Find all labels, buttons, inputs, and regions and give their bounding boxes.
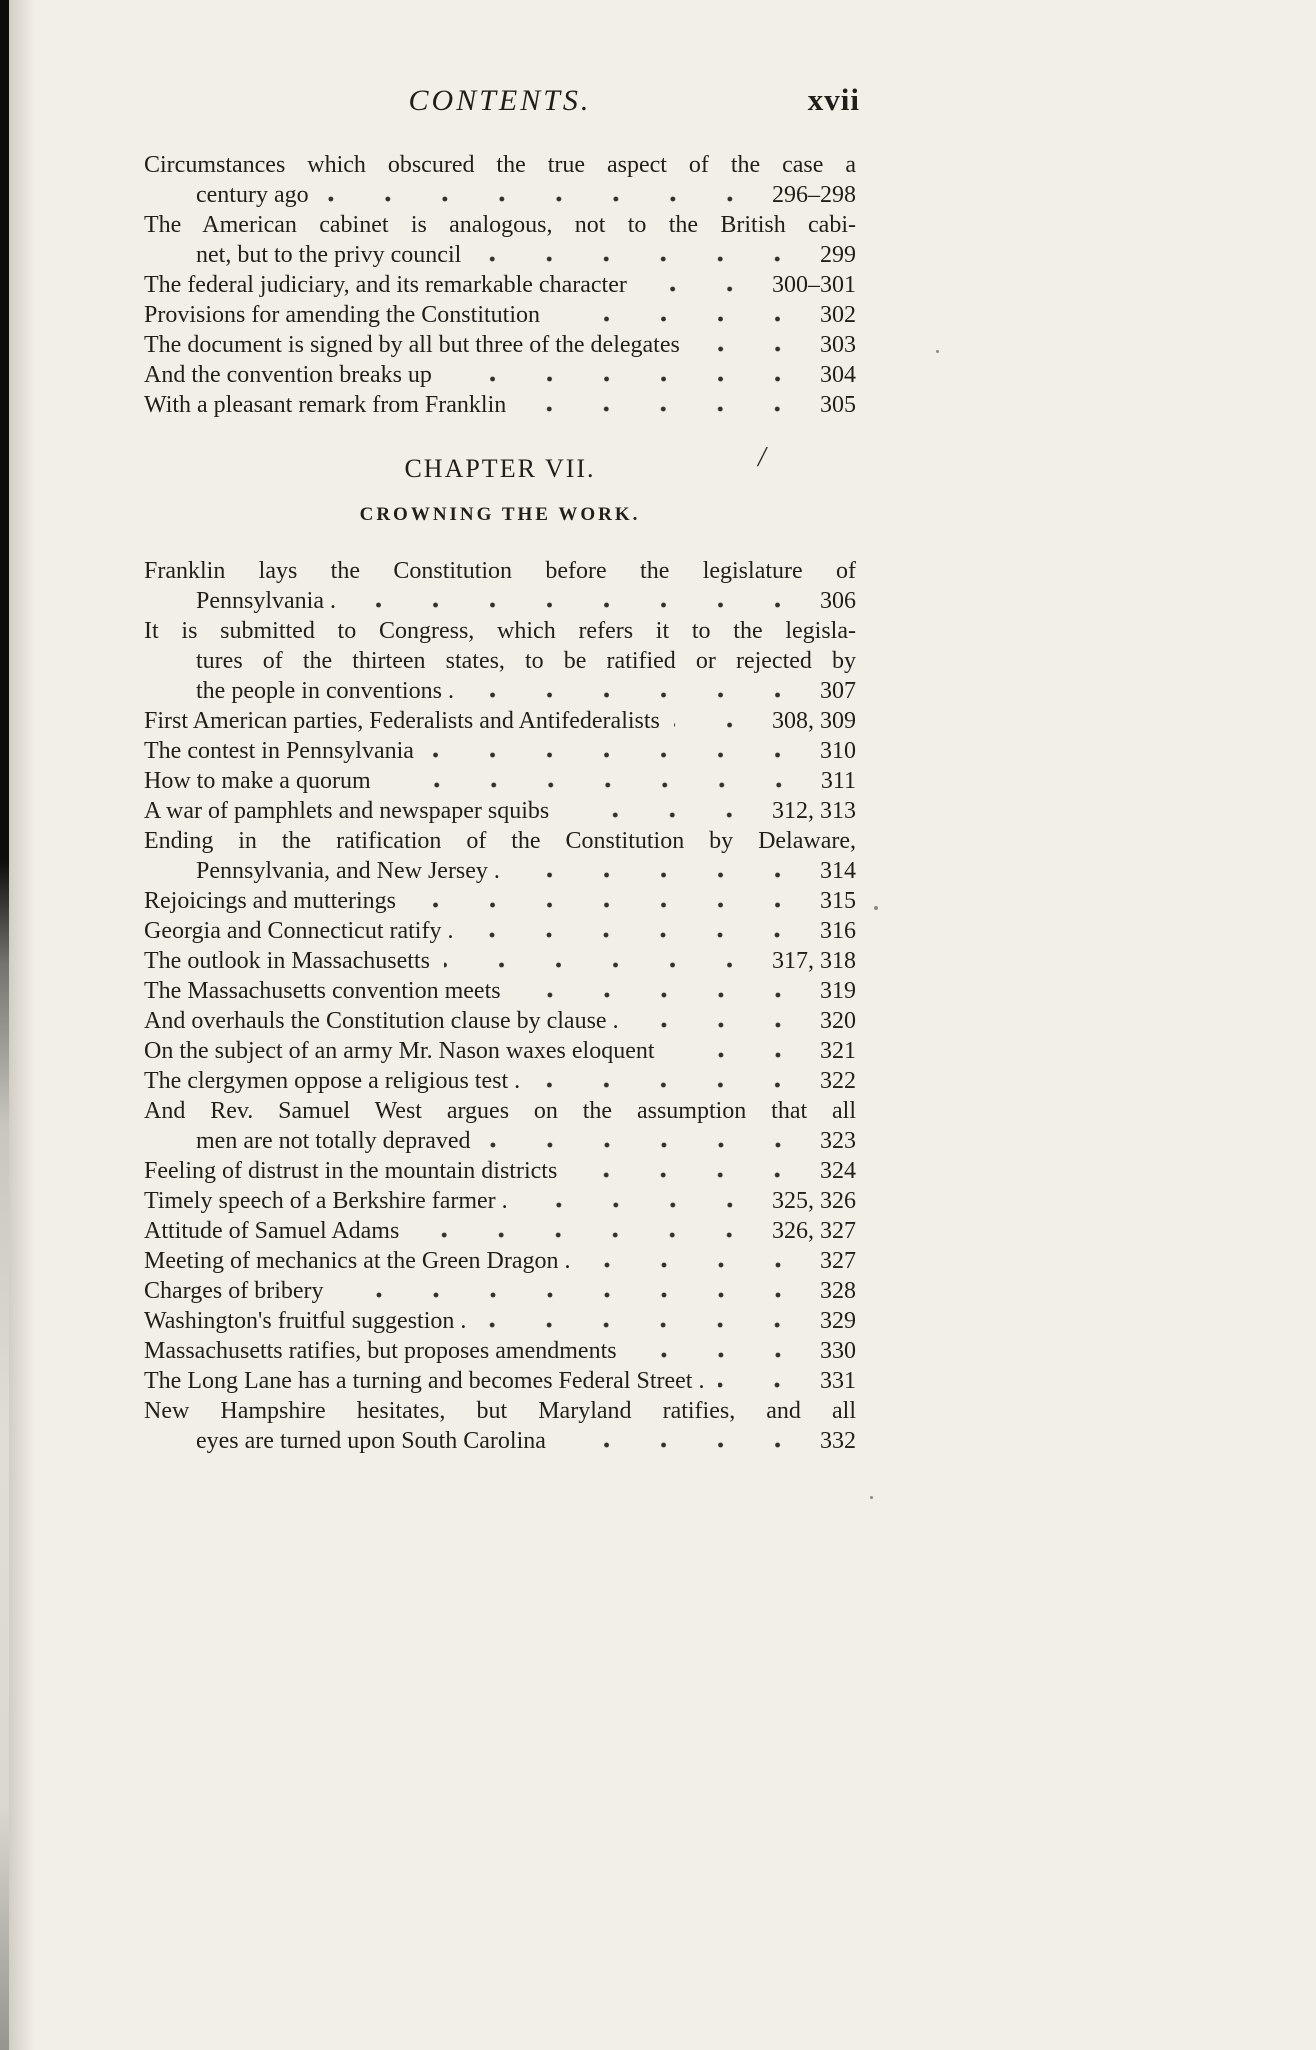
- dot-leader: [674, 706, 762, 736]
- scan-pen-mark: /: [758, 442, 766, 473]
- entry-text: First American parties, Federalists and Antifederalists: [144, 708, 660, 734]
- dot-leader: [563, 796, 762, 826]
- toc-entry-line: [144, 1006, 856, 1036]
- toc-entry-line: [144, 390, 856, 420]
- toc-entry-line: [144, 1126, 856, 1156]
- entry-page-number: 330: [820, 1338, 856, 1364]
- entry-text: And overhauls the Constitution clause by clause .: [144, 1008, 619, 1034]
- toc-entry-line: [144, 1186, 856, 1216]
- dot-leader: [385, 766, 811, 796]
- entry-text: men are not totally depraved: [196, 1128, 471, 1154]
- toc-entry-line: [144, 1396, 856, 1426]
- toc-entry: [144, 706, 856, 736]
- entry-text: The clergymen oppose a religious test .: [144, 1068, 521, 1094]
- toc-entry-line: [144, 1276, 856, 1306]
- dot-leader: [718, 1366, 810, 1396]
- dot-leader: [554, 300, 810, 330]
- toc-entry: [144, 1366, 856, 1396]
- entry-text: Feeling of distrust in the mountain districts: [144, 1158, 558, 1184]
- entry-text: Massachusetts ratifies, but proposes amendments: [144, 1338, 617, 1364]
- entry-text: tures of the thirteen states, to be ratified or rejected by: [196, 648, 856, 674]
- entry-page-number: 319: [820, 978, 856, 1004]
- dot-leader: [485, 1126, 810, 1156]
- toc-entry: [144, 556, 856, 616]
- dot-leader: [522, 1186, 762, 1216]
- page-title: CONTENTS.: [408, 84, 592, 117]
- toc-entry-line: [144, 706, 856, 736]
- entry-text: Franklin lays the Constitution before the legislature of: [144, 558, 856, 584]
- toc-entry-line: [144, 150, 856, 180]
- entry-page-number: 300–301: [772, 272, 856, 298]
- toc-section: [144, 150, 856, 420]
- entry-page-number: 311: [820, 768, 856, 794]
- page-header: [144, 82, 860, 126]
- toc-entry-line: [144, 1366, 856, 1396]
- dot-leader: [585, 1246, 810, 1276]
- entry-page-number: 303: [820, 332, 856, 358]
- toc-entry-line: [144, 270, 856, 300]
- entry-text: Circumstances which obscured the true aspect of the case a: [144, 152, 856, 178]
- toc-entry: [144, 916, 856, 946]
- entry-page-number: 323: [820, 1128, 856, 1154]
- toc-entry-line: [144, 1246, 856, 1276]
- scan-speck: [874, 906, 878, 910]
- toc-entry-line: [144, 766, 856, 796]
- page-folio-number: xvii: [807, 82, 860, 117]
- toc-entry-line: [144, 916, 856, 946]
- toc-entry: [144, 390, 856, 420]
- dot-leader: [323, 180, 762, 210]
- entry-page-number: 302: [820, 302, 856, 328]
- entry-text: The Long Lane has a turning and becomes Federal Street .: [144, 1368, 705, 1394]
- toc-entry-line: [144, 330, 856, 360]
- entry-text: How to make a quorum: [144, 768, 371, 794]
- toc-entry: [144, 826, 856, 886]
- scan-speck: [870, 1496, 873, 1499]
- entry-text: The contest in Pennsylvania: [144, 738, 414, 764]
- toc-entry: [144, 1396, 856, 1456]
- dot-leader: [444, 946, 762, 976]
- toc-entry-line: [144, 676, 856, 706]
- dot-leader: [520, 390, 810, 420]
- dot-leader: [467, 916, 810, 946]
- entry-text: And Rev. Samuel West argues on the assumption that all: [144, 1098, 856, 1124]
- entry-page-number: 327: [820, 1248, 856, 1274]
- toc-entry: [144, 150, 856, 210]
- entry-page-number: 312, 313: [772, 798, 856, 824]
- toc-entry-line: [144, 796, 856, 826]
- toc-entry: [144, 1036, 856, 1066]
- dot-leader: [560, 1426, 810, 1456]
- toc-entry-line: [144, 556, 856, 586]
- toc-entry: [144, 1006, 856, 1036]
- toc-entry: [144, 976, 856, 1006]
- toc-entry-line: [144, 646, 856, 676]
- toc-entry-line: [144, 976, 856, 1006]
- scan-binding-shadow: [9, 0, 35, 2050]
- dot-leader: [571, 1156, 810, 1186]
- dot-leader: [641, 270, 762, 300]
- toc-entry-line: [144, 856, 856, 886]
- entry-text: A war of pamphlets and newspaper squibs: [144, 798, 550, 824]
- entry-text: And the convention breaks up: [144, 362, 432, 388]
- entry-page-number: 317, 318: [772, 948, 856, 974]
- toc-entry-line: [144, 240, 856, 270]
- entry-text: the people in conventions .: [196, 678, 454, 704]
- toc-entry: [144, 300, 856, 330]
- entry-page-number: 324: [820, 1158, 856, 1184]
- toc-entry: [144, 616, 856, 706]
- toc-entry-line: [144, 1306, 856, 1336]
- entry-text: With a pleasant remark from Franklin: [144, 392, 507, 418]
- toc-entry-line: [144, 586, 856, 616]
- entry-text: The Massachusetts convention meets: [144, 978, 501, 1004]
- entry-text: The document is signed by all but three of the delegates: [144, 332, 680, 358]
- toc-entry: [144, 270, 856, 300]
- entry-page-number: 328: [820, 1278, 856, 1304]
- dot-leader: [410, 886, 810, 916]
- dot-leader: [428, 736, 810, 766]
- toc-entry: [144, 1066, 856, 1096]
- entry-text: On the subject of an army Mr. Nason waxes eloquent: [144, 1038, 655, 1064]
- dot-leader: [475, 240, 810, 270]
- toc-entry-line: [144, 180, 856, 210]
- entry-text: The American cabinet is analogous, not to the British cabi-: [144, 212, 856, 238]
- entry-text: net, but to the privy council: [196, 242, 462, 268]
- entry-page-number: 307: [820, 678, 856, 704]
- toc-entry-line: [144, 886, 856, 916]
- entry-page-number: 308, 309: [772, 708, 856, 734]
- entry-text: Charges of bribery: [144, 1278, 324, 1304]
- toc-entry-line: [144, 1036, 856, 1066]
- toc-entry: [144, 886, 856, 916]
- entry-page-number: 315: [820, 888, 856, 914]
- toc-entry: [144, 210, 856, 270]
- entry-page-number: 314: [820, 858, 856, 884]
- toc-entry-line: [144, 1096, 856, 1126]
- scan-speck: [936, 350, 939, 353]
- toc-entry-line: [144, 1066, 856, 1096]
- entry-text: Meeting of mechanics at the Green Dragon .: [144, 1248, 571, 1274]
- toc-entry-line: [144, 210, 856, 240]
- toc-entry-line: [144, 826, 856, 856]
- entry-text: Provisions for amending the Constitution: [144, 302, 540, 328]
- toc-entry: [144, 766, 856, 796]
- entry-page-number: 331: [820, 1368, 856, 1394]
- dot-leader: [534, 1066, 810, 1096]
- toc-entry-line: [144, 300, 856, 330]
- toc-entry: [144, 946, 856, 976]
- entry-text: The outlook in Massachusetts: [144, 948, 430, 974]
- entry-page-number: 321: [820, 1038, 856, 1064]
- dot-leader: [413, 1216, 762, 1246]
- toc-entry: [144, 1156, 856, 1186]
- toc-entry: [144, 1216, 856, 1246]
- entry-text: Timely speech of a Berkshire farmer .: [144, 1188, 508, 1214]
- dot-leader: [633, 1006, 810, 1036]
- toc-entry-line: [144, 360, 856, 390]
- toc-entry-line: [144, 736, 856, 766]
- chapter-subheading: CROWNING THE WORK.: [359, 504, 641, 525]
- entry-text: Georgia and Connecticut ratify .: [144, 918, 454, 944]
- toc-entry-line: [144, 946, 856, 976]
- entry-page-number: 332: [820, 1428, 856, 1454]
- dot-leader: [468, 676, 810, 706]
- scan-binding-edge: [0, 0, 9, 2050]
- dot-leader: [446, 360, 810, 390]
- toc-entry: [144, 1246, 856, 1276]
- toc-section: [144, 454, 856, 1456]
- entry-text: Pennsylvania, and New Jersey .: [196, 858, 500, 884]
- entry-text: century ago: [196, 182, 309, 208]
- toc-entry: [144, 1096, 856, 1156]
- toc-entry-line: [144, 1216, 856, 1246]
- page: [144, 82, 860, 1456]
- toc-entry: [144, 1186, 856, 1216]
- entry-text: New Hampshire hesitates, but Maryland ratifies, and all: [144, 1398, 856, 1424]
- entry-text: Attitude of Samuel Adams: [144, 1218, 400, 1244]
- dot-leader: [350, 586, 810, 616]
- entry-text: Ending in the ratification of the Constitution by Delaware,: [144, 828, 856, 854]
- entry-page-number: 304: [820, 362, 856, 388]
- dot-leader: [669, 1036, 810, 1066]
- entry-page-number: 322: [820, 1068, 856, 1094]
- toc-sections: [144, 150, 856, 1456]
- toc-entry-line: [144, 1426, 856, 1456]
- entry-page-number: 299: [820, 242, 856, 268]
- entry-page-number: 320: [820, 1008, 856, 1034]
- entry-page-number: 310: [820, 738, 856, 764]
- dot-leader: [694, 330, 810, 360]
- entry-text: Rejoicings and mutterings: [144, 888, 396, 914]
- toc-entry: [144, 1306, 856, 1336]
- dot-leader: [514, 856, 810, 886]
- toc-entry-line: [144, 1156, 856, 1186]
- entry-text: eyes are turned upon South Carolina: [196, 1428, 546, 1454]
- chapter-heading: CHAPTER VII.: [404, 454, 596, 483]
- dot-leader: [631, 1336, 810, 1366]
- entry-text: It is submitted to Congress, which refers it to the legisla-: [144, 618, 856, 644]
- entry-page-number: 325, 326: [772, 1188, 856, 1214]
- entry-page-number: 296–298: [772, 182, 856, 208]
- entry-page-number: 316: [820, 918, 856, 944]
- entry-page-number: 305: [820, 392, 856, 418]
- dot-leader: [338, 1276, 810, 1306]
- dot-leader: [515, 976, 810, 1006]
- entry-text: The federal judiciary, and its remarkable character: [144, 272, 627, 298]
- toc-entry-line: [144, 616, 856, 646]
- entry-text: Pennsylvania .: [196, 588, 336, 614]
- toc-entry: [144, 1336, 856, 1366]
- entry-page-number: 329: [820, 1308, 856, 1334]
- entry-page-number: 306: [820, 588, 856, 614]
- toc-entry: [144, 796, 856, 826]
- toc-entry: [144, 360, 856, 390]
- toc-entry: [144, 1276, 856, 1306]
- dot-leader: [480, 1306, 810, 1336]
- toc-entry: [144, 736, 856, 766]
- entry-page-number: 326, 327: [772, 1218, 856, 1244]
- toc-entry: [144, 330, 856, 360]
- entry-text: Washington's fruitful suggestion .: [144, 1308, 467, 1334]
- toc-entry-line: [144, 1336, 856, 1366]
